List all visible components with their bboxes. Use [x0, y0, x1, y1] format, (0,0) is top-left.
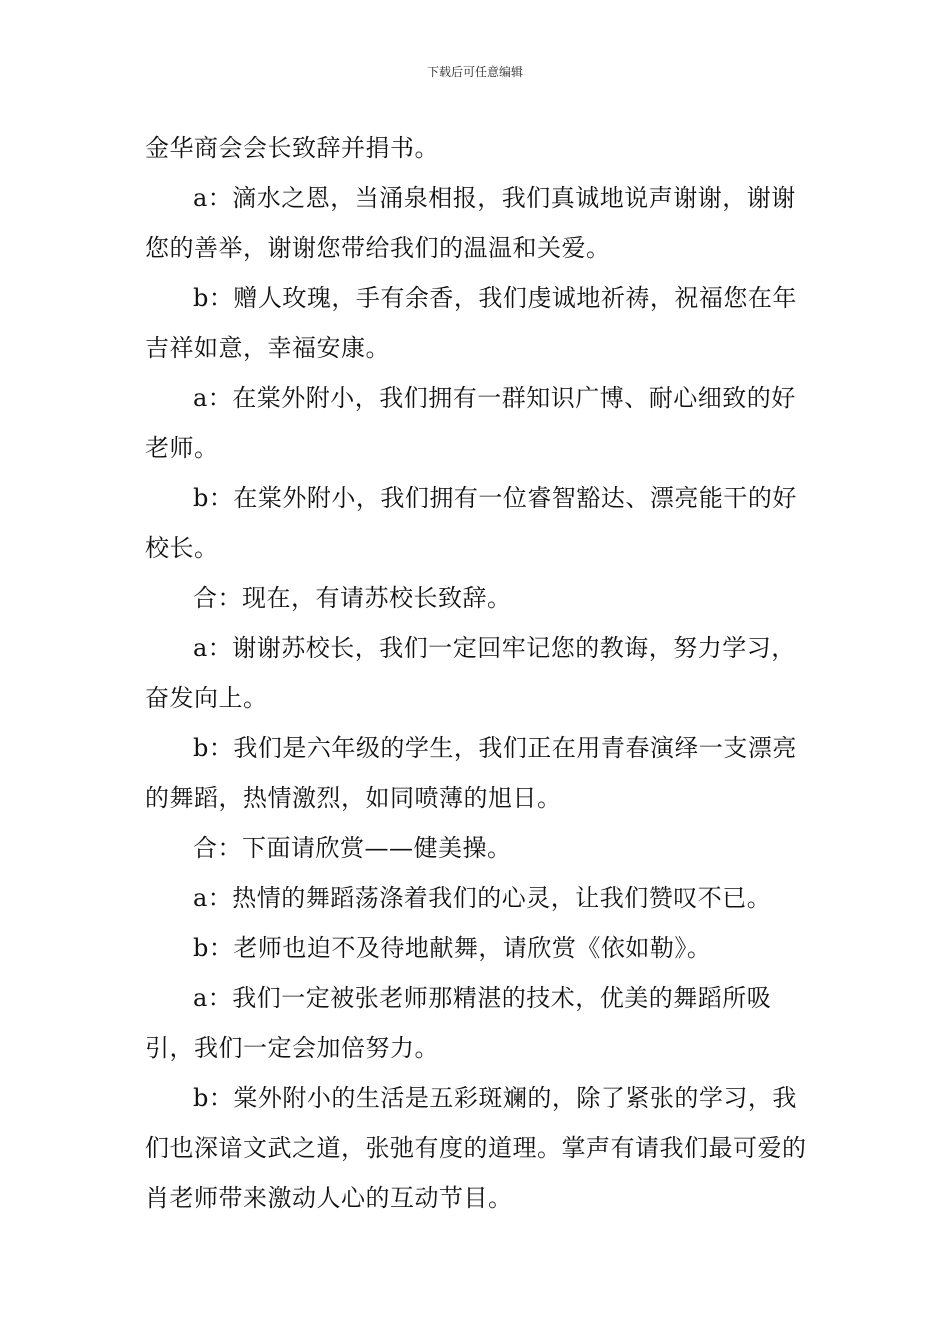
paragraph: a：我们一定被张老师那精湛的技术，优美的舞蹈所吸引，我们一定会加倍努力。	[145, 984, 772, 1062]
paragraph: a：滴水之恩，当涌泉相报，我们真诚地说声谢谢，谢谢您的善举，谢谢您带给我们的温温和关爱。	[145, 184, 796, 262]
paragraph: 合：下面请欣赏——健美操。	[193, 834, 512, 862]
document-body	[145, 123, 810, 1223]
paragraph: b：棠外附小的生活是五彩斑斓的，除了紧张的学习，我们也深谙文武之道，张弛有度的道理。掌声有请我们最可爱的肖老师带来激动人心的互动节目。	[145, 1084, 807, 1212]
paragraph: b：老师也迫不及待地献舞，请欣赏《依如勒》。	[193, 934, 712, 962]
paragraph: a：在棠外附小，我们拥有一群知识广博、耐心细致的好老师。	[145, 384, 796, 462]
paragraph: a：谢谢苏校长，我们一定回牢记您的教诲，努力学习，奋发向上。	[145, 634, 796, 712]
paragraph: a：热情的舞蹈荡涤着我们的心灵，让我们赞叹不已。	[193, 884, 772, 912]
page-header: 下载后可任意编辑	[426, 65, 523, 79]
paragraph: b：我们是六年级的学生，我们正在用青春演绎一支漂亮的舞蹈，热情激烈，如同喷薄的旭日。	[145, 734, 797, 812]
paragraph: 合：现在，有请苏校长致辞。	[193, 584, 512, 612]
paragraph: 金华商会会长致辞并捐书。	[145, 134, 439, 162]
paragraph: b：赠人玫瑰，手有余香，我们虔诚地祈祷，祝福您在年吉祥如意，幸福安康。	[145, 284, 797, 362]
paragraph: b：在棠外附小，我们拥有一位睿智豁达、漂亮能干的好校长。	[145, 484, 797, 562]
